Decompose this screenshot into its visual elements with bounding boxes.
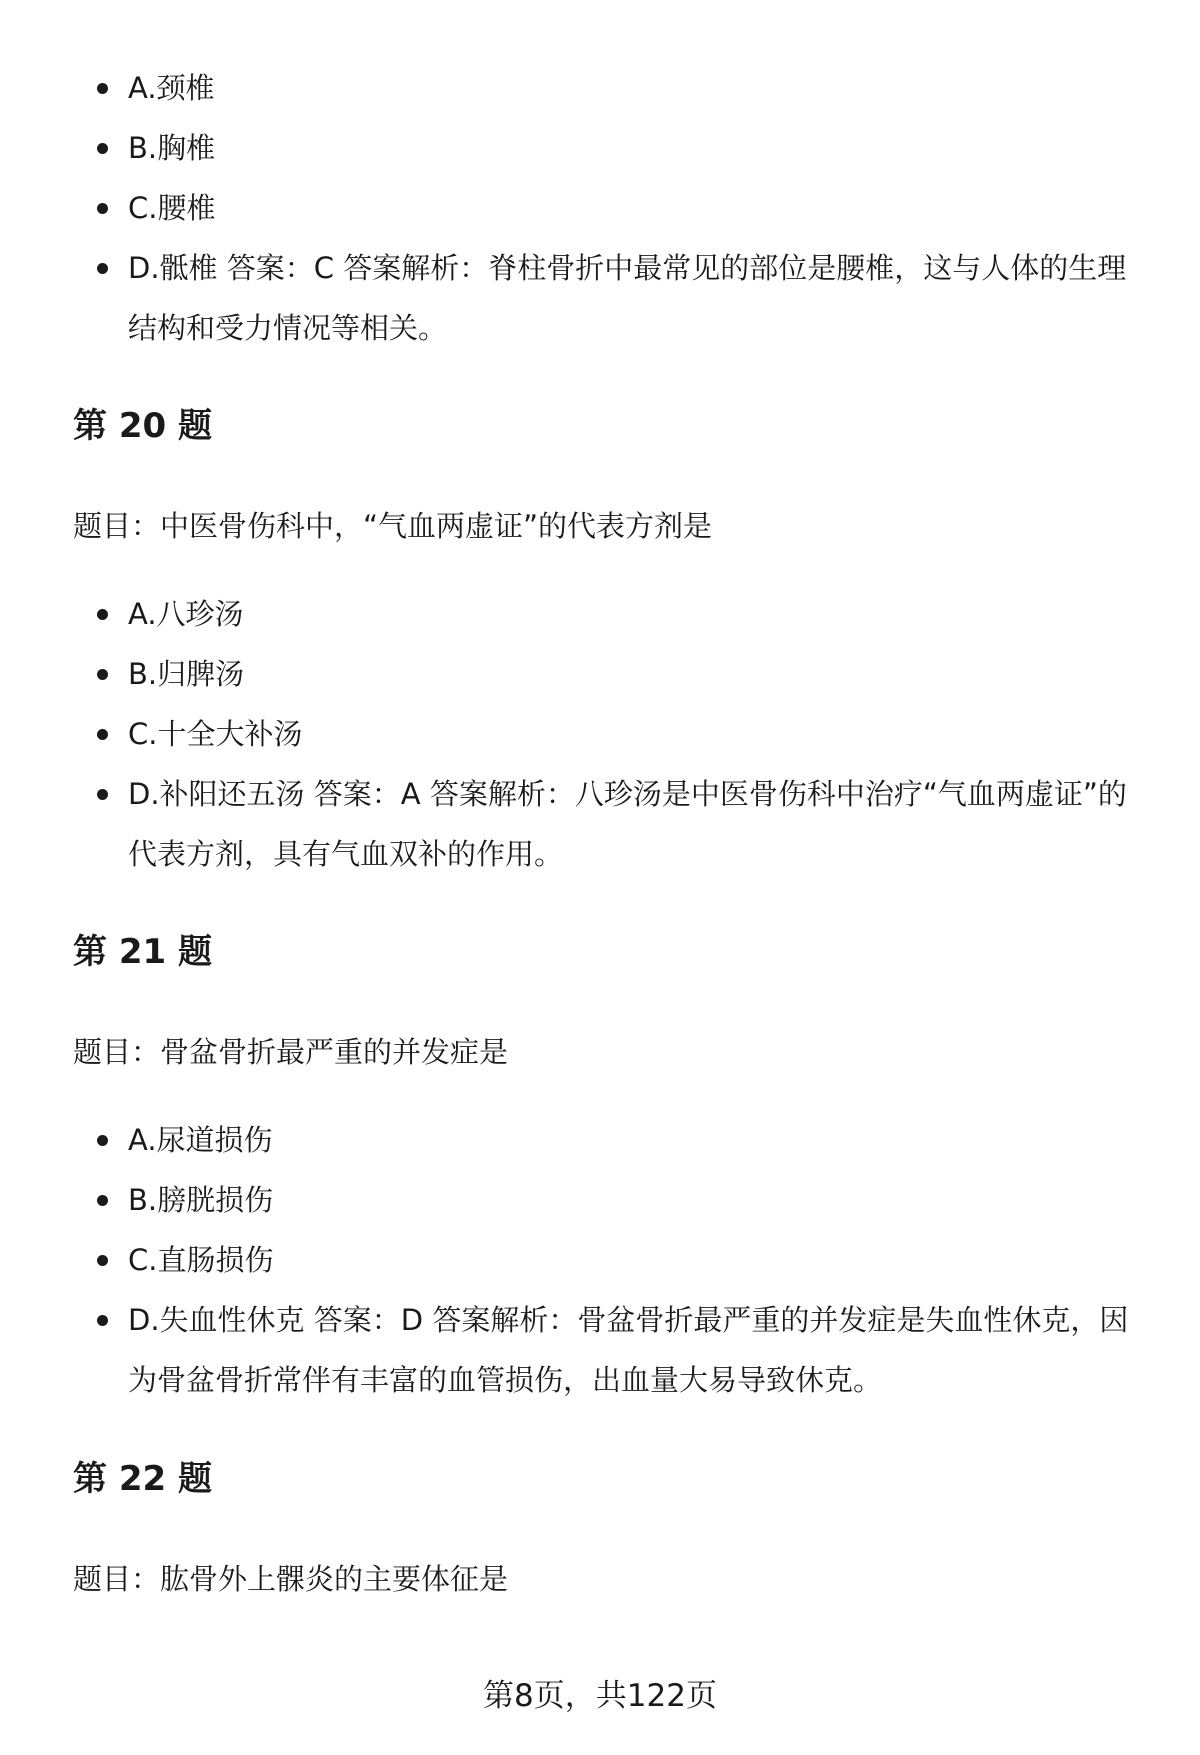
q19-option-c [0, 178, 1200, 238]
q21-option-a [0, 1110, 1200, 1170]
bullet-icon [97, 729, 108, 740]
option-text: C.腰椎 [128, 191, 216, 225]
q20-options [0, 584, 1200, 884]
option-text: A.颈椎 [128, 71, 215, 105]
bullet-icon [97, 789, 108, 800]
bullet-icon [97, 1135, 108, 1146]
option-text: B.归脾汤 [128, 657, 245, 691]
question-stem: 题目：肱骨外上髁炎的主要体征是 [73, 1562, 509, 1596]
option-text: C.直肠损伤 [128, 1243, 274, 1277]
question-stem: 题目：骨盆骨折最严重的并发症是 [73, 1035, 509, 1069]
page-number: 第8页，共122页 [483, 1678, 717, 1714]
q19-option-b [0, 118, 1200, 178]
bullet-icon [97, 1255, 108, 1266]
q21-option-d [0, 1290, 1200, 1410]
option-text: B.胸椎 [128, 131, 216, 165]
option-text: D.骶椎 答案：C 答案解析：脊柱骨折中最常见的部位是腰椎，这与人体的生理结构和受力情况等相关。 [128, 251, 1127, 345]
option-text: A.尿道损伤 [128, 1123, 273, 1157]
bullet-icon [97, 143, 108, 154]
question-heading: 第 20 题 [73, 406, 212, 446]
option-text: D.失血性休克 答案：D 答案解析：骨盆骨折最严重的并发症是失血性休克，因为骨盆骨折常伴有丰富的血管损伤，出血量大易导致休克。 [128, 1303, 1129, 1397]
question-stem: 题目：中医骨伤科中，“气血两虚证”的代表方剂是 [73, 509, 713, 543]
q21-option-c [0, 1230, 1200, 1290]
q20-option-b [0, 644, 1200, 704]
option-text: A.八珍汤 [128, 597, 244, 631]
question-heading: 第 22 题 [73, 1459, 212, 1499]
bullet-icon [97, 1315, 108, 1326]
bullet-icon [97, 669, 108, 680]
q19-option-a [0, 58, 1200, 118]
q19-options [0, 58, 1200, 358]
option-text: B.膀胱损伤 [128, 1183, 274, 1217]
bullet-icon [97, 83, 108, 94]
option-text: D.补阳还五汤 答案：A 答案解析：八珍汤是中医骨伤科中治疗“气血两虚证”的代表方剂，具有气血双补的作用。 [128, 777, 1127, 871]
q20-option-d [0, 764, 1200, 884]
q21-option-b [0, 1170, 1200, 1230]
bullet-icon [97, 1195, 108, 1206]
option-text: C.十全大补汤 [128, 717, 303, 751]
bullet-icon [97, 203, 108, 214]
bullet-icon [97, 609, 108, 620]
q20-option-c [0, 704, 1200, 764]
q21-options [0, 1110, 1200, 1410]
bullet-icon [97, 263, 108, 274]
q20-option-a [0, 584, 1200, 644]
question-heading: 第 21 题 [73, 932, 212, 972]
q19-option-d [0, 238, 1200, 358]
